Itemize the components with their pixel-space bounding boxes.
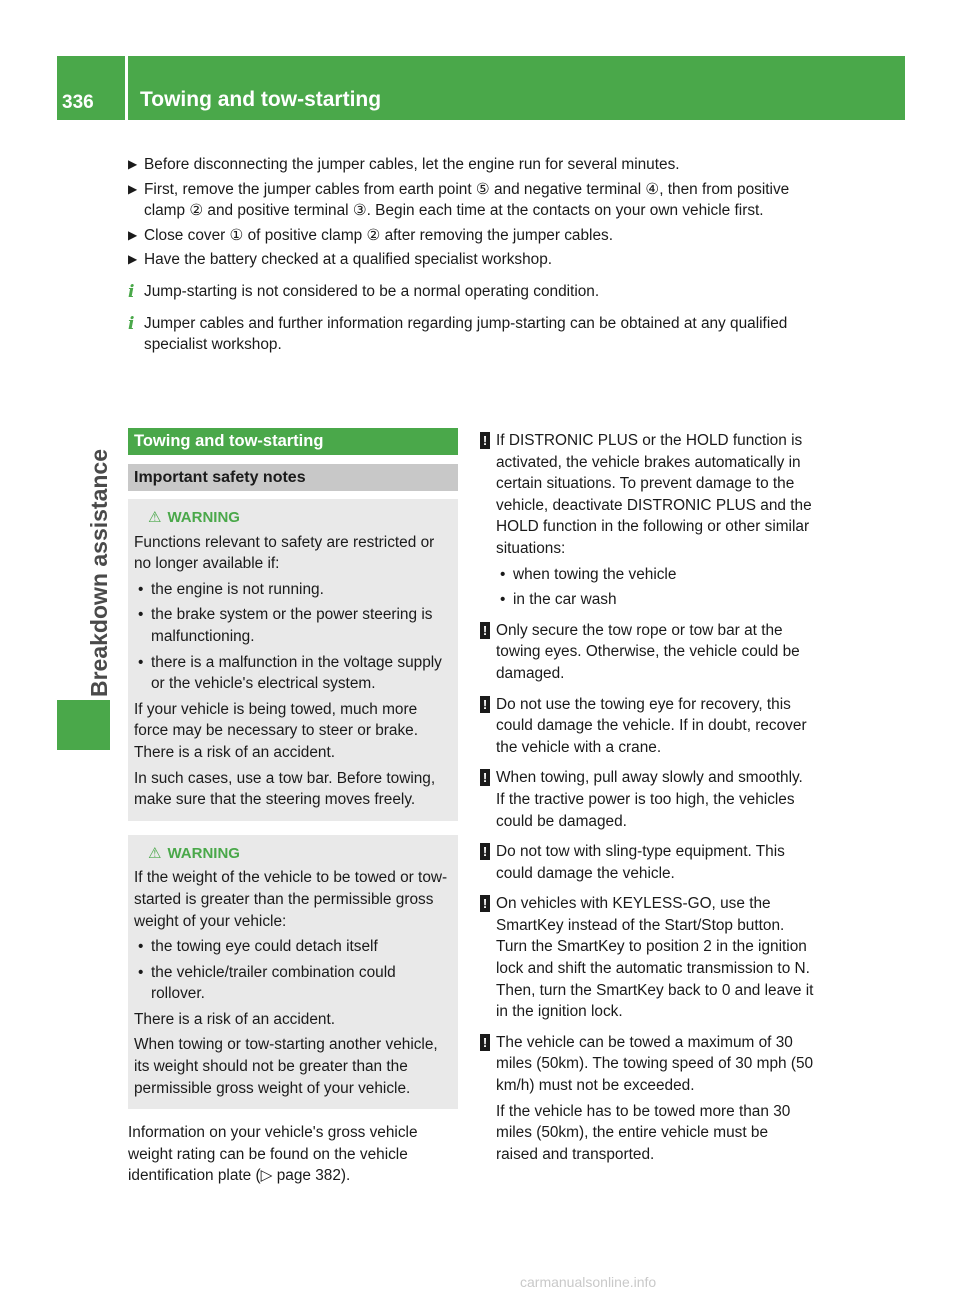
list-item: • the engine is not running. bbox=[134, 579, 450, 601]
list-item: • in the car wash bbox=[496, 589, 814, 611]
bullet-icon: • bbox=[138, 580, 144, 598]
warning-box bbox=[128, 835, 458, 1110]
exclamation-icon: ! bbox=[480, 432, 490, 449]
arrow-icon: ▶ bbox=[128, 252, 138, 267]
warning-triangle-icon: ⚠ bbox=[148, 844, 162, 862]
caution-note: ! Only secure the tow rope or tow bar at the towing eyes. Otherwise, the vehicle could be damaged. bbox=[480, 620, 814, 685]
list-item: • the vehicle/trailer combination could rollover. bbox=[138, 963, 396, 1003]
exclamation-icon: ! bbox=[480, 1034, 490, 1051]
arrow-icon: ▶ bbox=[128, 227, 138, 242]
bullet-icon: • bbox=[138, 963, 144, 981]
side-chapter-label: Breakdown assistance bbox=[86, 448, 113, 698]
info-note: i Jump-starting is not considered to be a normal operating condition. bbox=[128, 281, 600, 302]
warning-text: When towing or tow-starting another vehicle, its weight should not be greater than the permissible gross weight of your vehicle. bbox=[134, 1036, 438, 1097]
caution-note: ! If DISTRONIC PLUS or the HOLD function is activated, the vehicle brakes automatically in certain situations. To prevent damage to the vehicle, deactivate DISTRONIC PLUS and the HOLD function in the following or other similar situations: • when towing the vehicle • in the car wash bbox=[480, 430, 814, 611]
warning-heading: ⚠ WARNING bbox=[148, 509, 240, 526]
warning-triangle-icon: ⚠ bbox=[148, 509, 162, 526]
step-item: ▶ First, remove the jumper cables from earth point ⑤ and negative terminal ④, then from positive clamp ② and positive terminal ③. Begin each time at the contacts on your own vehicle first. bbox=[128, 180, 790, 220]
caution-note: ! When towing, pull away slowly and smoothly. If the tractive power is too high, the vehicles could be damaged. bbox=[480, 767, 814, 832]
step-item: ▶ Before disconnecting the jumper cables, let the engine run for several minutes. bbox=[128, 154, 818, 176]
warning-heading: ⚠ WARNING bbox=[148, 844, 240, 862]
warning-text: If your vehicle is being towed, much more force may be necessary to steer or brake. There is a risk of an accident. bbox=[134, 700, 418, 761]
warning-text: Functions relevant to safety are restricted or no longer available if: bbox=[134, 533, 435, 573]
list-item: • the towing eye could detach itself bbox=[134, 936, 450, 958]
arrow-icon: ▶ bbox=[128, 157, 138, 171]
exclamation-icon: ! bbox=[480, 843, 490, 860]
exclamation-icon: ! bbox=[480, 769, 490, 786]
bullet-icon: • bbox=[138, 938, 144, 956]
list-item: • there is a malfunction in the voltage supply or the vehicle's electrical system. bbox=[138, 653, 442, 693]
watermark: carmanualsonline.info bbox=[520, 1274, 657, 1290]
side-chapter-tab bbox=[57, 700, 110, 750]
step-item: ▶ Have the battery checked at a qualified specialist workshop. bbox=[128, 249, 818, 271]
bullet-icon: • bbox=[500, 565, 506, 583]
caution-note: ! Do not tow with sling-type equipment. This could damage the vehicle. bbox=[480, 841, 814, 884]
warning-text: There is a risk of an accident. bbox=[134, 1010, 336, 1028]
caution-note: ! On vehicles with KEYLESS-GO, use the SmartKey instead of the Start/Stop button. Turn the SmartKey to position 2 in the ignition lock and shift the automatic transmission to N. Then, turn the SmartKey back to 0 and leave it in the ignition lock. bbox=[480, 893, 814, 1023]
bullet-icon: • bbox=[138, 606, 144, 624]
info-icon: i bbox=[128, 281, 135, 302]
warning-text: If the weight of the vehicle to be towed or tow-started is greater than the permissible gross weight of your vehicle: bbox=[134, 869, 448, 930]
list-item: • when towing the vehicle bbox=[496, 564, 814, 586]
exclamation-icon: ! bbox=[480, 696, 490, 713]
page-title: Towing and tow-starting bbox=[140, 88, 382, 111]
bullet-icon: • bbox=[138, 653, 144, 671]
arrow-icon: ▶ bbox=[128, 181, 138, 196]
caution-note: ! Do not use the towing eye for recovery, this could damage the vehicle. If in doubt, recover the vehicle with a crane. bbox=[480, 694, 814, 759]
right-column bbox=[480, 430, 814, 1174]
page-number: 336 bbox=[62, 92, 94, 113]
header-divider bbox=[125, 56, 128, 120]
top-instructions bbox=[128, 154, 818, 356]
bullet-icon: • bbox=[500, 591, 506, 609]
warning-box bbox=[128, 499, 458, 821]
warning-text: In such cases, use a tow bar. Before towing, make sure that the steering moves freely. bbox=[134, 769, 436, 809]
list-item: • the brake system or the power steering is malfunctioning. bbox=[138, 606, 433, 645]
step-item: ▶ Close cover ① of positive clamp ② after removing the jumper cables. bbox=[128, 225, 818, 247]
info-note: i Jumper cables and further information regarding jump-starting can be obtained at any qualified specialist workshop. bbox=[128, 313, 788, 354]
caution-note: ! The vehicle can be towed a maximum of 30 miles (50km). The towing speed of 30 mph (50 km/h) must not be exceeded. If the vehicle has to be towed more than 30 miles (50km), the entire vehicle must be raised and transported. bbox=[480, 1032, 814, 1166]
exclamation-icon: ! bbox=[480, 622, 490, 639]
left-column bbox=[128, 428, 458, 1187]
exclamation-icon: ! bbox=[480, 895, 490, 912]
section-heading: Towing and tow-starting bbox=[128, 428, 458, 455]
info-icon: i bbox=[128, 313, 135, 334]
gross-weight-paragraph: Information on your vehicle's gross vehicle weight rating can be found on the vehicle identification plate (▷ page 382). bbox=[128, 1124, 418, 1185]
subsection-heading: Important safety notes bbox=[128, 464, 458, 491]
